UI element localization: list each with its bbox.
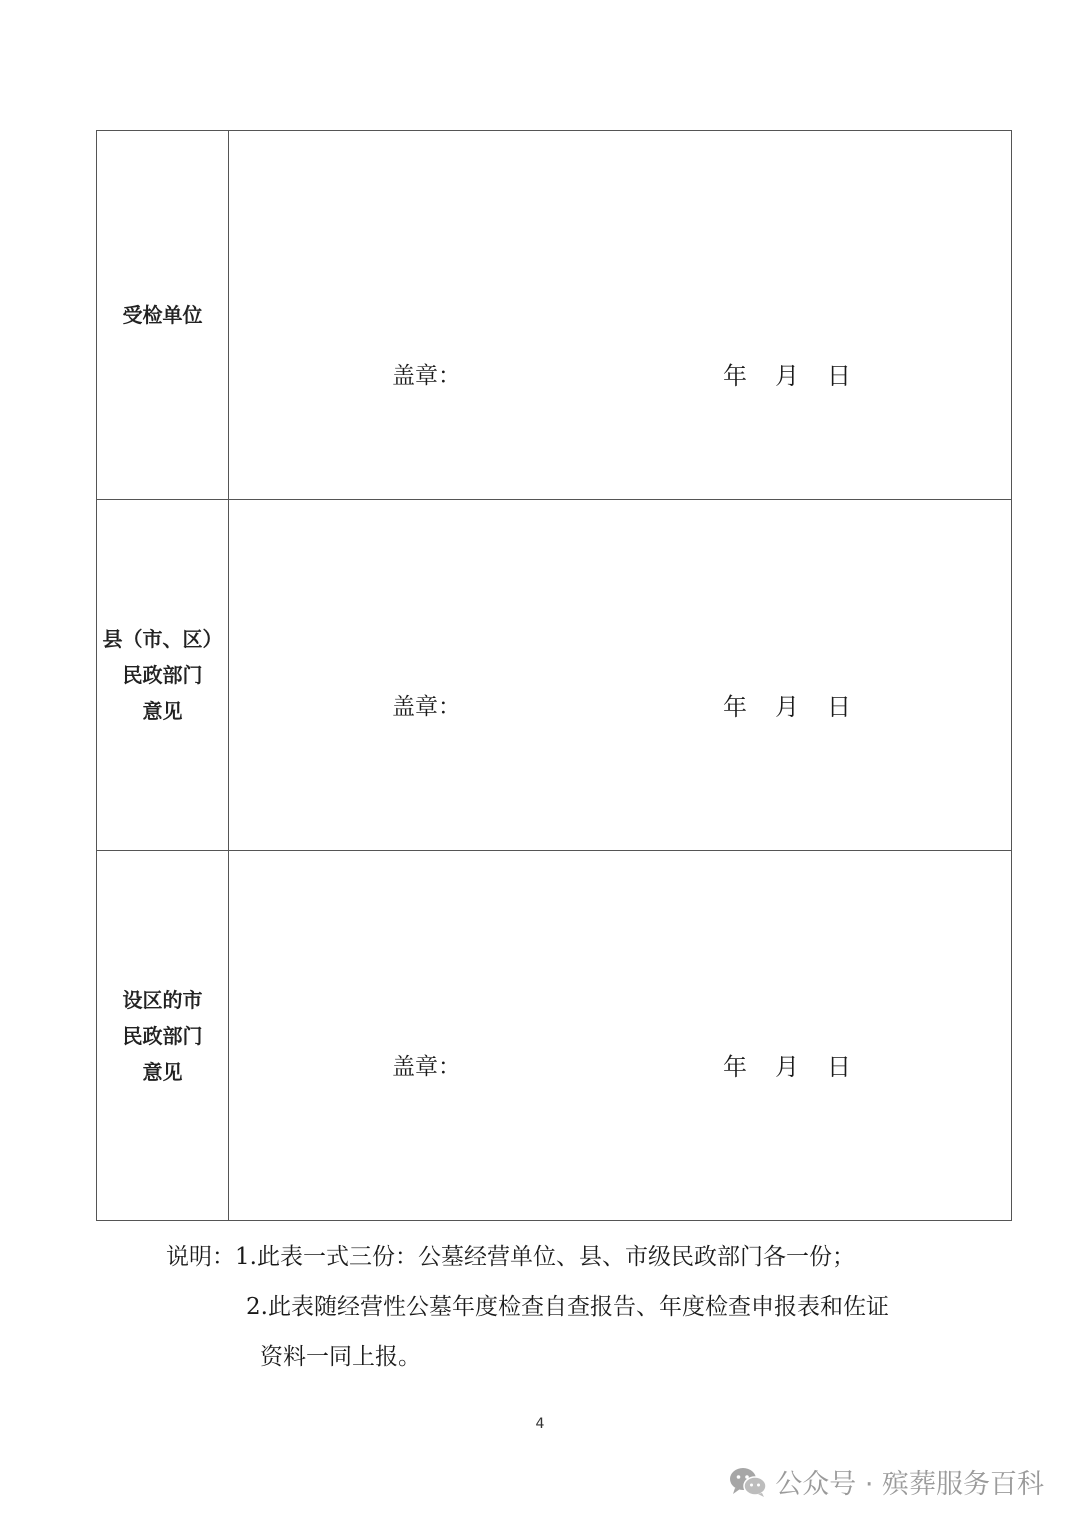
- date-year-label: 年: [723, 1053, 747, 1081]
- page-number: 4: [535, 1416, 545, 1432]
- date-month-label: 月: [775, 1053, 799, 1081]
- note-line-3: 资料一同上报。: [260, 1344, 421, 1370]
- date-year-label: 年: [723, 693, 747, 721]
- row-label-line: 意见: [142, 1059, 183, 1084]
- date-day-label: 日: [827, 1053, 851, 1081]
- note-line-2: 2.此表随经营性公墓年度检查自查报告、年度检查申报表和佐证: [246, 1294, 889, 1320]
- seal-label: 盖章：: [392, 1054, 461, 1080]
- row-label-line: 设区的市: [122, 987, 203, 1012]
- opinion-cell-inspected-unit: [229, 131, 1012, 500]
- seal-label: 盖章：: [392, 363, 461, 389]
- row-label-line: 受检单位: [122, 303, 203, 327]
- note-line-1: 说明：1.此表一式三份：公墓经营单位、县、市级民政部门各一份；: [166, 1244, 855, 1270]
- row-label-city-civil-affairs: [97, 851, 229, 1221]
- date-year-label: 年: [723, 362, 747, 390]
- date-field: [723, 687, 851, 722]
- opinion-cell-city-civil-affairs: [229, 851, 1012, 1221]
- date-month-label: 月: [775, 362, 799, 390]
- date-day-label: 日: [827, 693, 851, 721]
- date-field: [723, 356, 851, 391]
- row-label-line: 民政部门: [122, 663, 203, 687]
- row-label-county-civil-affairs: [97, 500, 229, 851]
- inspection-opinion-table: [96, 130, 1012, 1221]
- seal-label: 盖章：: [392, 694, 461, 720]
- date-day-label: 日: [827, 362, 851, 390]
- watermark: [729, 1462, 1044, 1501]
- table-row-city-civil-affairs: [97, 851, 1012, 1221]
- date-month-label: 月: [775, 693, 799, 721]
- row-label-line: 意见: [142, 699, 183, 723]
- opinion-cell-county-civil-affairs: [229, 500, 1012, 851]
- row-label-inspected-unit: [97, 131, 229, 500]
- wechat-icon: [729, 1466, 767, 1498]
- table-row-inspected-unit: [97, 131, 1012, 500]
- row-label-line: 民政部门: [122, 1023, 203, 1048]
- table-row-county-civil-affairs: [97, 500, 1012, 851]
- watermark-text: 公众号 · 殡葬服务百科: [775, 1469, 1044, 1500]
- date-field: [723, 1047, 851, 1082]
- row-label-line: 县（市、区）: [102, 627, 223, 651]
